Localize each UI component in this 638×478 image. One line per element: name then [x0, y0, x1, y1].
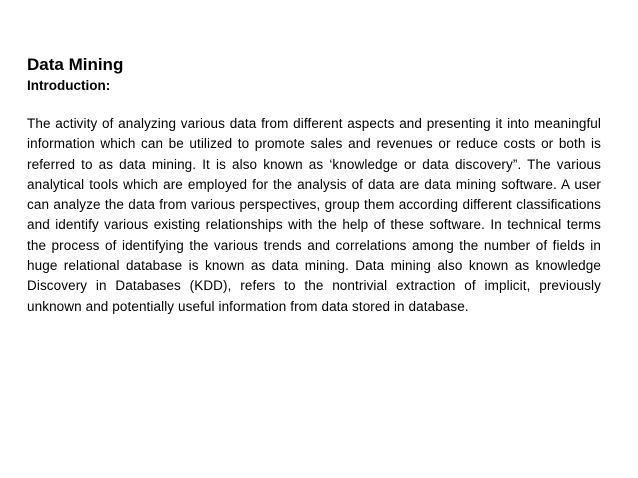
slide-subtitle: Introduction: — [27, 78, 111, 93]
slide-content — [27, 54, 601, 317]
slide-title: Data Mining — [27, 55, 124, 74]
body-paragraph: The activity of analyzing various data from different aspects and presenting it into meaningful information which can be utilized to promote sales and revenues or reduce costs or both is referred to as data mining. It is also known as ‘knowledge or data discovery”. The various analytical tools which are employed for the analysis of data are data mining software. A user can analyze the data from various perspectives, group them according different classifications and identify various existing relationships with the help of these software. In technical terms the process of identifying the various trends and correlations among the number of fields in huge relational database is known as data mining. Data mining also known as knowledge Discovery in Databases (KDD), refers to the nontrivial extraction of implicit, previously unknown and potentially useful information from data stored in database. — [27, 116, 601, 314]
